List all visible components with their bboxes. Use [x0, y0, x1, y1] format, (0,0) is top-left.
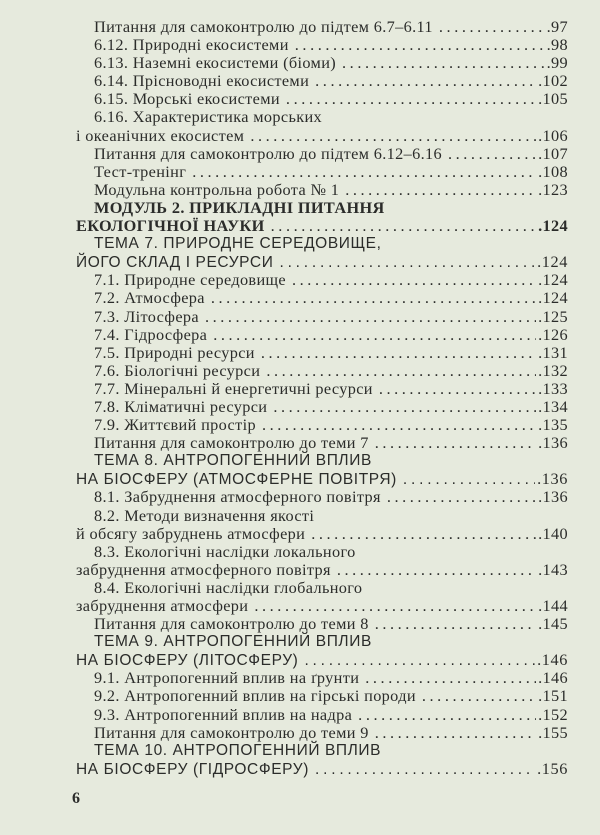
dot-leader: [315, 761, 535, 779]
toc-page-number: .143: [538, 559, 568, 579]
toc-entry-line: [76, 54, 568, 72]
toc-entry-line: [76, 72, 568, 90]
dot-leader: [279, 254, 535, 272]
toc-entry-line: [76, 416, 568, 434]
toc-entry-line: [76, 36, 568, 54]
dot-leader: [375, 724, 536, 742]
toc-entry-line: [76, 380, 568, 398]
toc-entry-line: [76, 163, 568, 181]
toc-entry-line: [76, 561, 568, 579]
toc-entry-title: 7.7. Мінеральні й енергетичні ресурси: [94, 378, 373, 398]
toc-entry-line: [76, 579, 568, 597]
dot-leader: [448, 145, 536, 163]
dot-leader: [379, 380, 536, 398]
toc-entry-title: ТЕМА 10. АНТРОПОГЕННИЙ ВПЛИВ: [94, 741, 382, 759]
toc-entry-line: [76, 470, 568, 488]
toc-entry-line: [76, 235, 568, 253]
toc-entry-line: [76, 760, 568, 778]
toc-entry-title: забруднення атмосфери: [76, 596, 249, 615]
toc-entry-title: ТЕМА 8. АНТРОПОГЕННИЙ ВПЛИВ: [94, 452, 372, 470]
dot-leader: [337, 561, 536, 579]
dot-leader: [262, 416, 536, 434]
toc-page-number: .155: [538, 722, 568, 742]
toc-entry-title: ЕКОЛОГІЧНОЇ НАУКИ: [76, 216, 265, 236]
toc-entry-line: [76, 543, 568, 561]
toc-page-number: .135: [538, 415, 568, 435]
toc-page-number: .124: [538, 288, 568, 308]
dot-leader: [365, 669, 536, 687]
dot-leader: [311, 525, 536, 543]
toc-entry-line: [76, 90, 568, 108]
toc-entry-title: забруднення атмосферного повітря: [76, 559, 331, 579]
dot-leader: [292, 271, 536, 289]
toc-page-number: .102: [538, 71, 568, 91]
toc-entry-line: [76, 271, 568, 289]
toc-entry-title: 7.9. Життєвий простір: [94, 415, 256, 435]
toc-page-number: .107: [538, 143, 568, 163]
toc-page-number: .99: [546, 53, 568, 73]
toc-entry-line: [76, 597, 568, 615]
dot-leader: [375, 434, 536, 452]
toc-entry-title: 6.16. Характеристика морських: [94, 107, 323, 127]
dot-leader: [205, 308, 536, 326]
toc-entry-line: [76, 452, 568, 470]
toc-entry-line: [76, 651, 568, 669]
toc-page-number: .105: [538, 89, 568, 109]
page-number: 6: [72, 790, 80, 807]
dot-leader: [403, 471, 535, 489]
toc-entry-line: [76, 181, 568, 199]
toc-page-number: .136: [538, 487, 568, 507]
dot-leader: [254, 597, 536, 615]
toc-entry-line: [76, 326, 568, 344]
toc-page-number: .126: [538, 324, 568, 344]
toc-page-number: .156: [537, 758, 568, 778]
toc-page-number: .136: [538, 433, 568, 453]
toc-entry-line: [76, 344, 568, 362]
toc-page-number: .133: [538, 378, 568, 398]
toc-entry-title: 7.1. Природне середовище: [94, 270, 287, 290]
toc-entry-line: [76, 217, 568, 235]
toc-entry-title: 6.15. Морські екосистеми: [94, 89, 280, 109]
toc-page-number: .106: [538, 125, 568, 145]
toc-entry-title: Питання для самоконтролю до підтем 6.7–6.11: [94, 17, 433, 36]
toc-page-number: .146: [537, 650, 568, 670]
toc-entry-title: Питання для самоконтролю до теми 7: [94, 433, 369, 453]
toc-entry-line: [76, 289, 568, 307]
toc-page-number: .151: [538, 686, 568, 706]
toc-entry-line: [76, 507, 568, 525]
dot-leader: [345, 181, 536, 199]
toc-entry-line: [76, 687, 568, 705]
toc-entry-line: [76, 525, 568, 543]
toc-entry-title: ТЕМА 7. ПРИРОДНЕ СЕРЕДОВИЩЕ,: [94, 235, 382, 253]
toc-entry-line: [76, 724, 568, 742]
toc-entry-title: 9.3. Антропогенний вплив на надра: [94, 704, 353, 724]
toc-page-number: .98: [546, 35, 568, 55]
toc-entry-line: [76, 308, 568, 326]
toc-entry-line: [76, 633, 568, 651]
dot-leader: [358, 706, 536, 724]
toc-entry-title: Питання для самоконтролю до теми 9: [94, 722, 369, 742]
toc-page-number: .152: [538, 704, 568, 724]
toc-page-number: .132: [538, 360, 568, 380]
toc-entry-title: й обсягу забруднень атмосфери: [76, 523, 306, 543]
toc-entry-title: 8.4. Екологічні наслідки глобального: [94, 577, 363, 597]
toc-entry-title: НА БІОСФЕРУ (АТМОСФЕРНЕ ПОВІТРЯ): [76, 471, 397, 489]
toc-entry-line: [76, 362, 568, 380]
dot-leader: [439, 18, 545, 36]
toc-entry-title: МОДУЛЬ 2. ПРИКЛАДНІ ПИТАННЯ: [94, 197, 385, 217]
toc-page-number: .131: [538, 342, 568, 362]
toc-entry-title: НА БІОСФЕРУ (ЛІТОСФЕРУ): [76, 652, 299, 670]
dot-leader: [286, 90, 536, 108]
toc-entry-title: 9.1. Антропогенний вплив на ґрунти: [94, 668, 360, 688]
toc-entry-line: [76, 145, 568, 163]
toc-entry-title: 7.4. Гідросфера: [94, 324, 208, 344]
toc-entry-title: 8.1. Забруднення атмосферного повітря: [94, 487, 381, 507]
toc-entry-title: 8.2. Методи визначення якості: [94, 505, 315, 525]
dot-leader: [250, 127, 536, 145]
dot-leader: [261, 344, 536, 362]
toc-page-number: .108: [538, 161, 568, 181]
dot-leader: [295, 36, 545, 54]
toc-entry-line: [76, 434, 568, 452]
toc-entry-title: 7.3. Літосфера: [94, 306, 199, 326]
dot-leader: [342, 54, 545, 72]
dot-leader: [375, 615, 536, 633]
toc-page-number: .145: [538, 614, 568, 634]
toc-entry-line: [76, 199, 568, 217]
toc-page-number: .124: [537, 252, 568, 272]
toc-page-number: .144: [538, 596, 568, 615]
toc-entry-title: 7.5. Природні ресурси: [94, 342, 255, 362]
table-of-contents: [76, 18, 568, 778]
toc-entry-title: НА БІОСФЕРУ (ГІДРОСФЕРУ): [76, 760, 309, 778]
toc-entry-line: [76, 127, 568, 145]
toc-entry-title: 6.13. Наземні екосистеми (біоми): [94, 53, 337, 73]
dot-leader: [387, 488, 536, 506]
toc-entry-line: [76, 488, 568, 506]
toc-entry-title: Модульна контрольна робота № 1: [94, 179, 340, 199]
toc-entry-title: 7.8. Кліматичні ресурси: [94, 396, 268, 416]
toc-entry-title: 6.14. Прісноводні екосистеми: [94, 71, 310, 91]
toc-entry-title: Тест-тренінг: [94, 161, 187, 181]
toc-entry-line: [76, 108, 568, 126]
toc-page-number: .124: [538, 270, 568, 290]
dot-leader: [273, 398, 536, 416]
toc-entry-line: [76, 669, 568, 687]
toc-entry-title: 7.2. Атмосфера: [94, 288, 205, 308]
dot-leader: [422, 687, 536, 705]
toc-entry-line: [76, 615, 568, 633]
toc-entry-line: [76, 398, 568, 416]
toc-entry-title: Питання для самоконтролю до підтем 6.12–6.16: [94, 143, 442, 163]
toc-entry-title: 9.2. Антропогенний вплив на гірські породи: [94, 686, 416, 706]
toc-entry-title: Питання для самоконтролю до теми 8: [94, 614, 369, 634]
dot-leader: [266, 362, 536, 380]
toc-page-number: .140: [538, 523, 568, 543]
toc-page-number: .134: [538, 396, 568, 416]
dot-leader: [213, 326, 536, 344]
toc-page-number: .123: [538, 179, 568, 199]
dot-leader: [315, 72, 536, 90]
toc-entry-title: ЙОГО СКЛАД І РЕСУРСИ: [76, 254, 274, 272]
toc-entry-title: і океанічних екосистем: [76, 125, 245, 145]
toc-entry-line: [76, 742, 568, 760]
dot-leader: [271, 217, 536, 235]
toc-page-number: .124: [538, 216, 568, 236]
toc-page-number: .136: [537, 469, 568, 489]
toc-page-number: .125: [538, 306, 568, 326]
toc-page-number: .146: [538, 668, 568, 688]
toc-entry-title: 8.3. Екологічні наслідки локального: [94, 541, 356, 561]
dot-leader: [192, 163, 536, 181]
toc-entry-title: 6.12. Природні екосистеми: [94, 35, 289, 55]
toc-entry-title: 7.6. Біологічні ресурси: [94, 360, 261, 380]
toc-entry-title: ТЕМА 9. АНТРОПОГЕННИЙ ВПЛИВ: [94, 633, 372, 651]
dot-leader: [211, 289, 536, 307]
toc-entry-line: [76, 253, 568, 271]
toc-page-number: .97: [546, 17, 568, 36]
toc-entry-line: [76, 18, 568, 36]
toc-entry-line: [76, 706, 568, 724]
